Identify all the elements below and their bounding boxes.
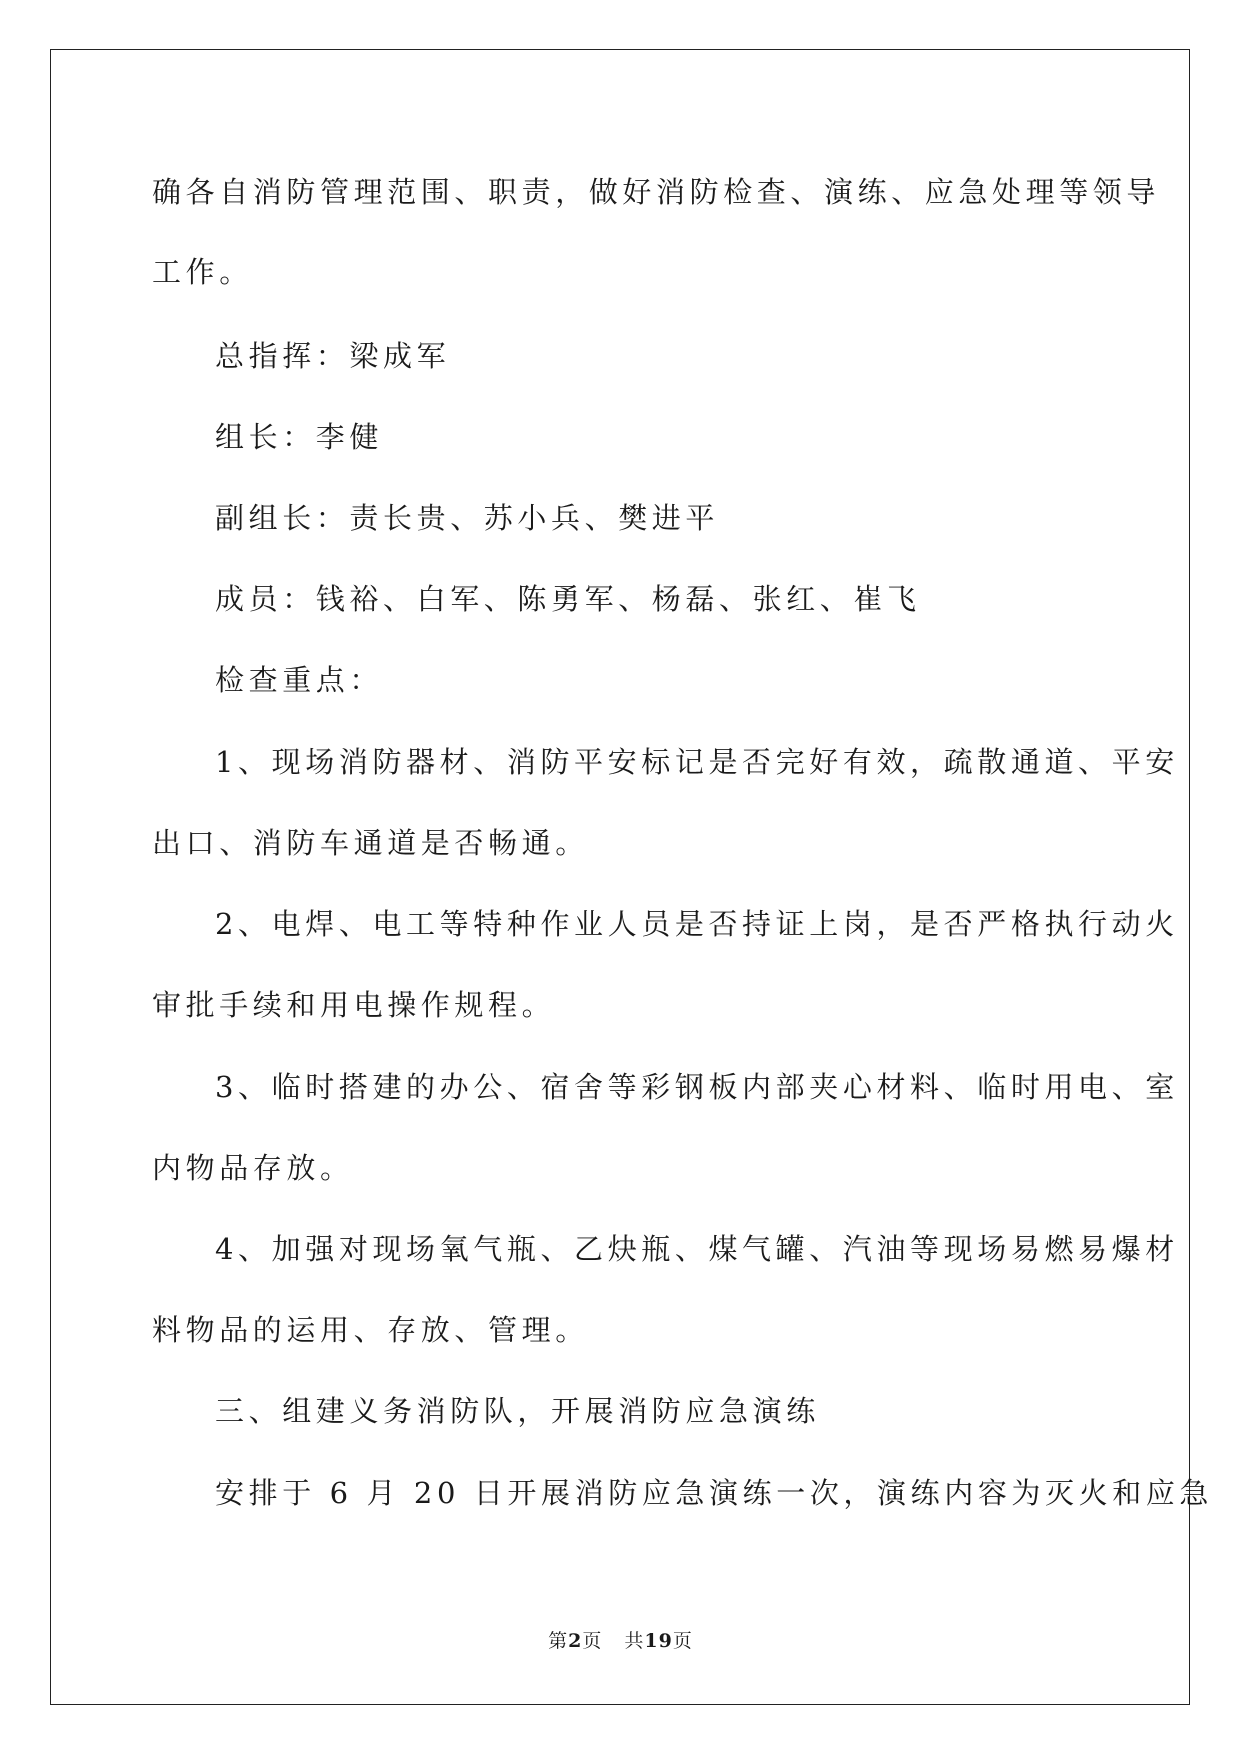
body-line: 安排于 6 月 20 日开展消防应急演练一次，演练内容为灭火和应急 [215,1476,1214,1510]
total-pages: 19 [644,1630,673,1652]
body-line: 工作。 [152,255,253,289]
page-suffix: 页 [582,1630,603,1652]
body-line: 内物品存放。 [152,1151,354,1185]
body-line: 4、加强对现场氧气瓶、乙炔瓶、煤气罐、汽油等现场易燃易爆材 [215,1232,1179,1266]
page-footer [0,1626,1241,1653]
section-heading: 三、组建义务消防队，开展消防应急演练 [215,1394,820,1428]
page-prefix: 第 [548,1630,569,1652]
total-suffix: 页 [672,1630,693,1652]
total-prefix: 共 [624,1630,645,1652]
leader-line: 组长：李健 [215,420,384,454]
page-number: 2 [568,1630,583,1652]
body-line: 料物品的运用、存放、管理。 [152,1313,589,1347]
body-line: 3、临时搭建的办公、宿舍等彩钢板内部夹心材料、临时用电、室 [215,1070,1179,1104]
body-line: 1、现场消防器材、消防平安标记是否完好有效，疏散通道、平安 [215,745,1179,779]
body-line: 出口、消防车通道是否畅通。 [152,826,589,860]
body-line: 审批手续和用电操作规程。 [152,988,556,1022]
body-line: 确各自消防管理范围、职责，做好消防检查、演练、应急处理等领导 [152,175,1161,209]
commander-line: 总指挥：梁成军 [215,339,451,373]
deputy-leader-line: 副组长：责长贵、苏小兵、樊进平 [215,501,720,535]
inspection-focus-heading: 检查重点： [215,663,384,697]
members-line: 成员：钱裕、白军、陈勇军、杨磊、张红、崔飞 [215,582,921,616]
body-line: 2、电焊、电工等特种作业人员是否持证上岗，是否严格执行动火 [215,907,1179,941]
page-border [50,49,1190,1705]
